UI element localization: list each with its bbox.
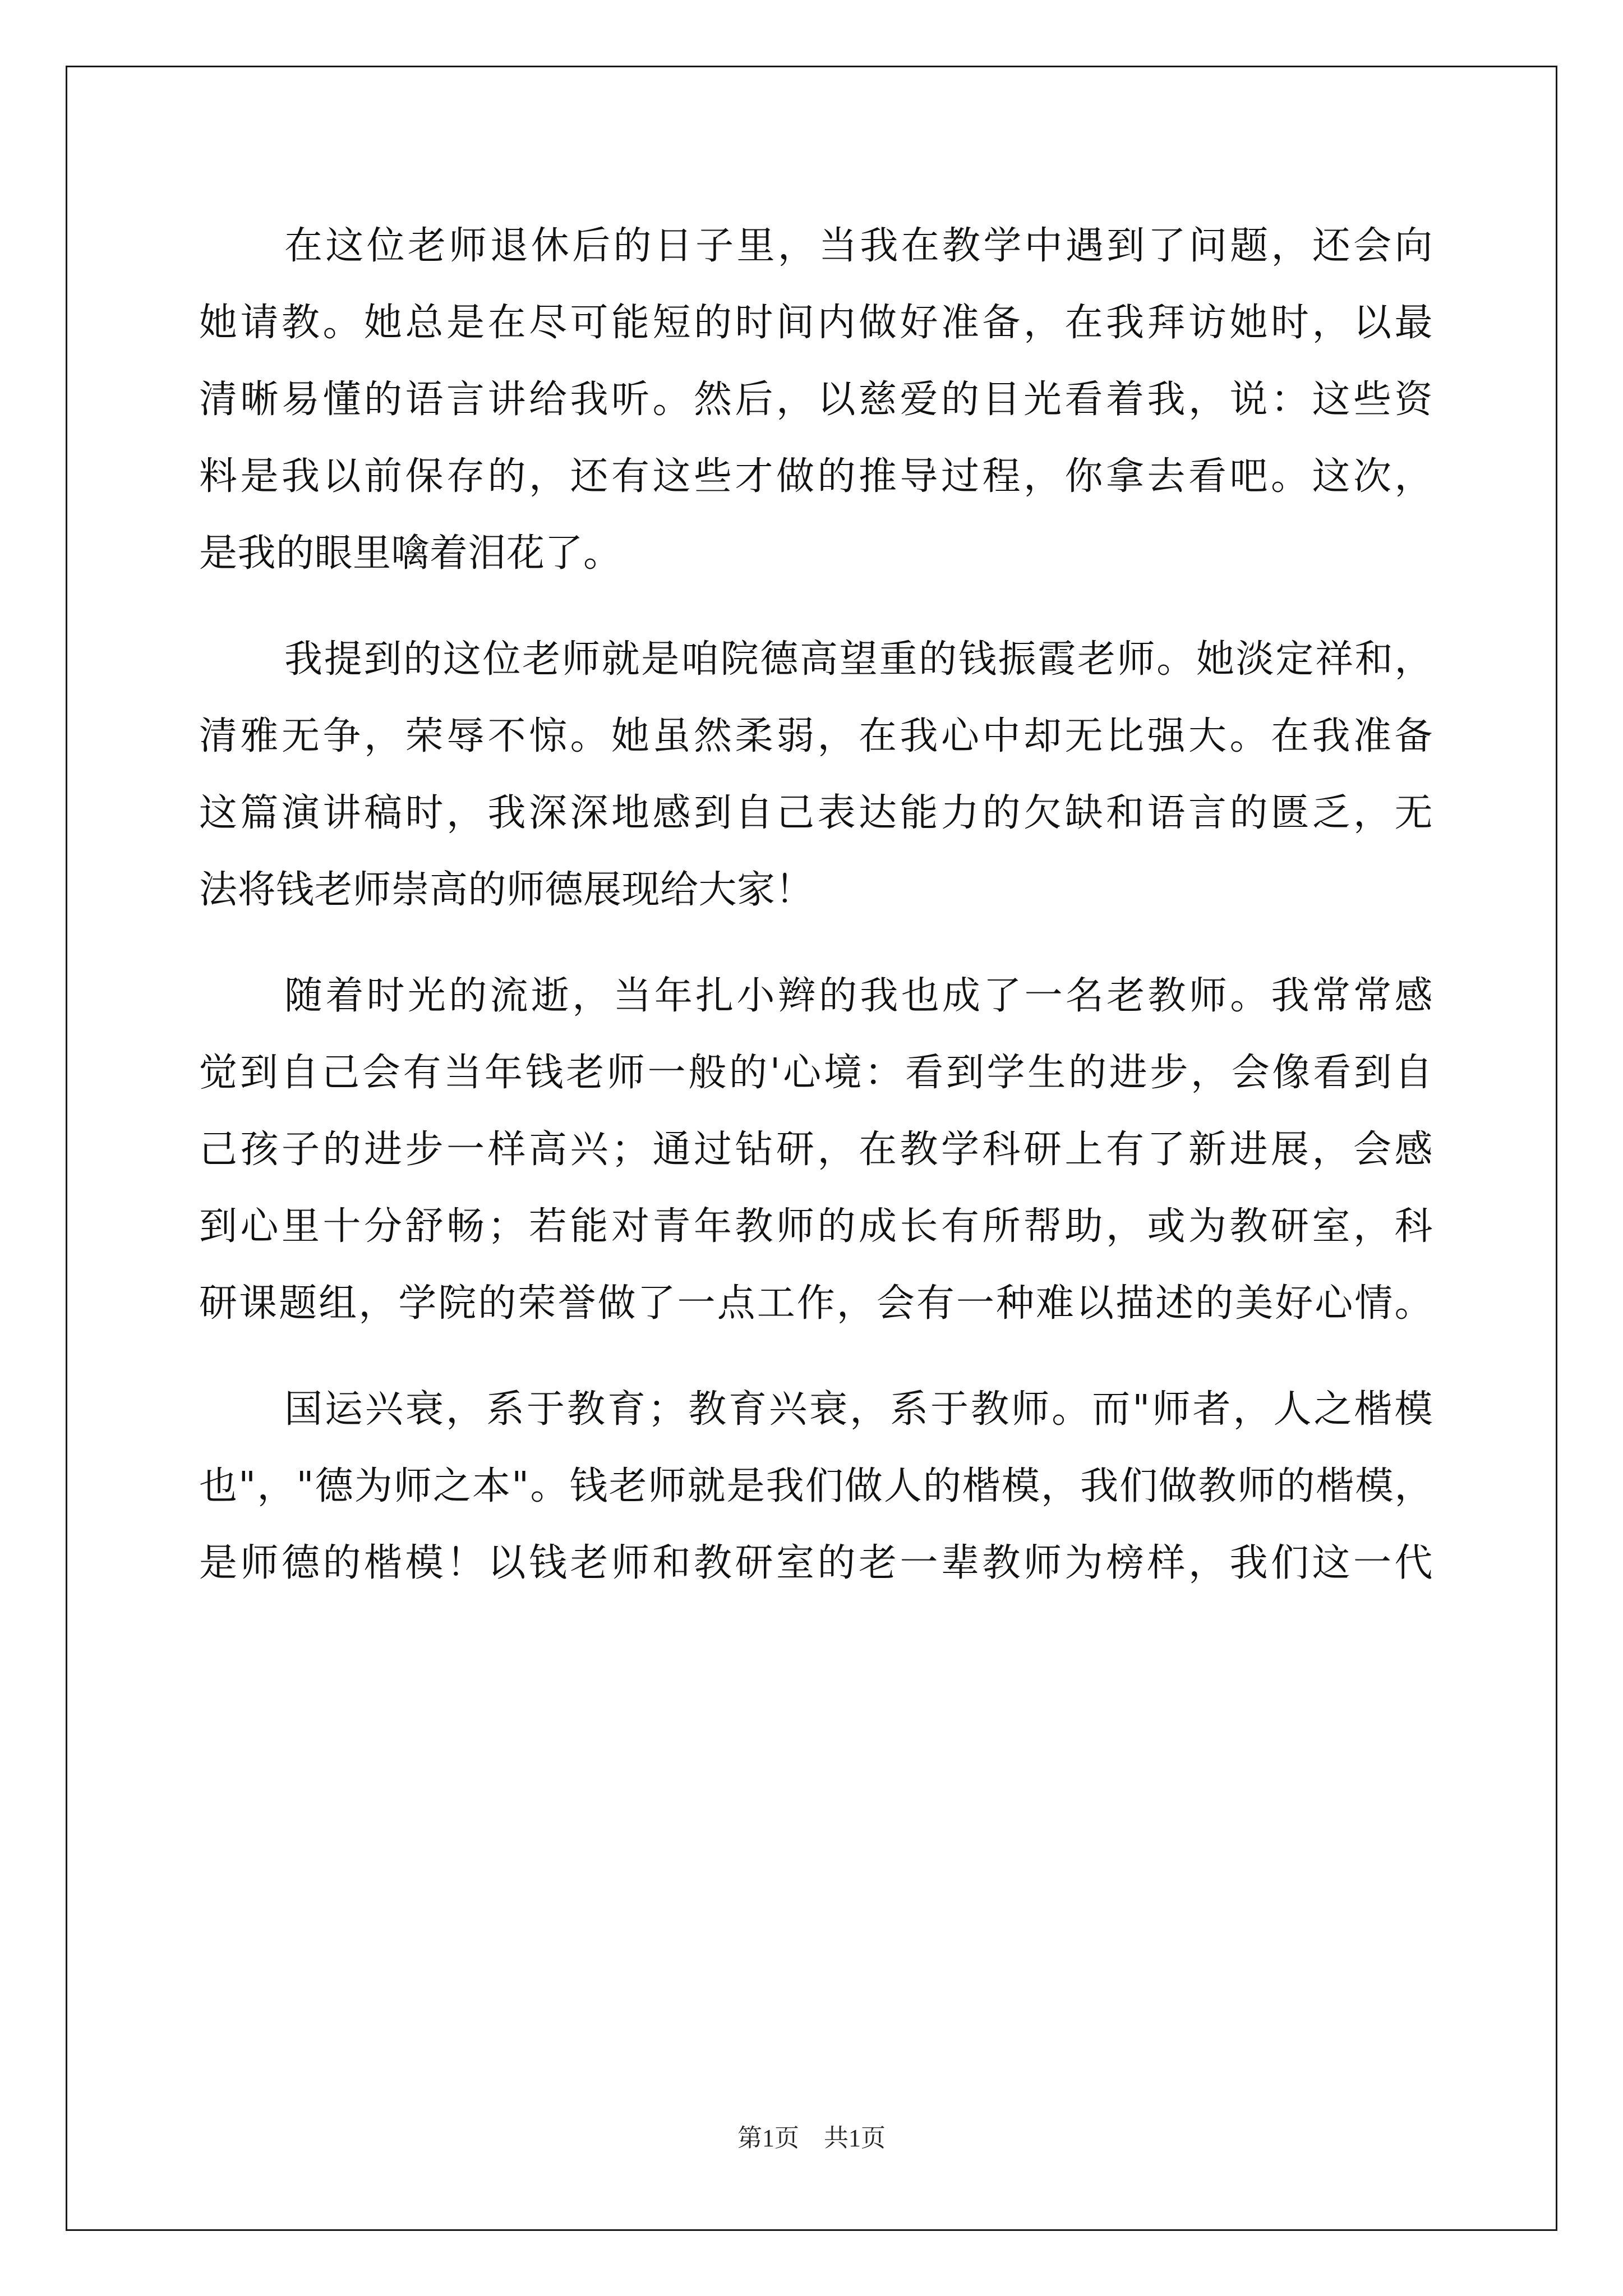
text-line: 研课题组，学院的荣誉做了一点工作，会有一种难以描述的美好心情。 [199,1281,1433,1326]
text-line: 料是我以前保存的，还有这些才做的推导过程，你拿去看吧。这次， [199,454,1433,499]
text-line: 这篇演讲稿时，我深深地感到自己表达能力的欠缺和语言的匮乏，无 [199,791,1433,835]
text-line: 清雅无争，荣辱不惊。她虽然柔弱，在我心中却无比强大。在我准备 [199,714,1433,758]
document-body [199,208,1433,1602]
text-line: 己孩子的进步一样高兴；通过钻研，在教学科研上有了新进展，会感 [199,1128,1433,1172]
page-number-total: 共1页 [824,2124,886,2152]
text-line: 是师德的楷模！以钱老师和教研室的老一辈教师为榜样，我们这一代 [199,1541,1433,1585]
text-line: 到心里十分舒畅；若能对青年教师的成长有所帮助，或为教研室，科 [199,1204,1433,1249]
paragraph-gap [199,928,1433,958]
text-line: 清晰易懂的语言讲给我听。然后，以慈爱的目光看着我，说：这些资 [199,378,1433,422]
paragraph-gap [199,1342,1433,1371]
text-line: 也"，"德为师之本"。钱老师就是我们做人的楷模，我们做教师的楷模， [199,1464,1433,1508]
text-line: 在这位老师退休后的日子里，当我在教学中遇到了问题，还会向 [284,224,1433,268]
text-line: 觉到自己会有当年钱老师一般的'心境：看到学生的进步，会像看到自 [199,1051,1433,1095]
text-line: 是我的眼里噙着泪花了。 [199,531,622,576]
paragraph-1 [199,208,1433,592]
page-footer [0,2118,1623,2154]
text-line: 我提到的这位老师就是咱院德高望重的钱振霞老师。她淡定祥和， [284,637,1433,682]
paragraph-4 [199,1371,1433,1602]
paragraph-gap [199,592,1433,621]
paragraph-3 [199,958,1433,1342]
paragraph-2 [199,621,1433,928]
text-line: 随着时光的流逝，当年扎小辫的我也成了一名老教师。我常常感 [284,974,1433,1018]
page-number-current: 第1页 [737,2124,799,2152]
text-line: 她请教。她总是在尽可能短的时间内做好准备，在我拜访她时，以最 [199,301,1433,345]
text-line: 国运兴衰，系于教育；教育兴衰，系于教师。而"师者，人之楷模 [284,1387,1433,1432]
text-line: 法将钱老师崇高的师德展现给大家！ [199,868,814,912]
